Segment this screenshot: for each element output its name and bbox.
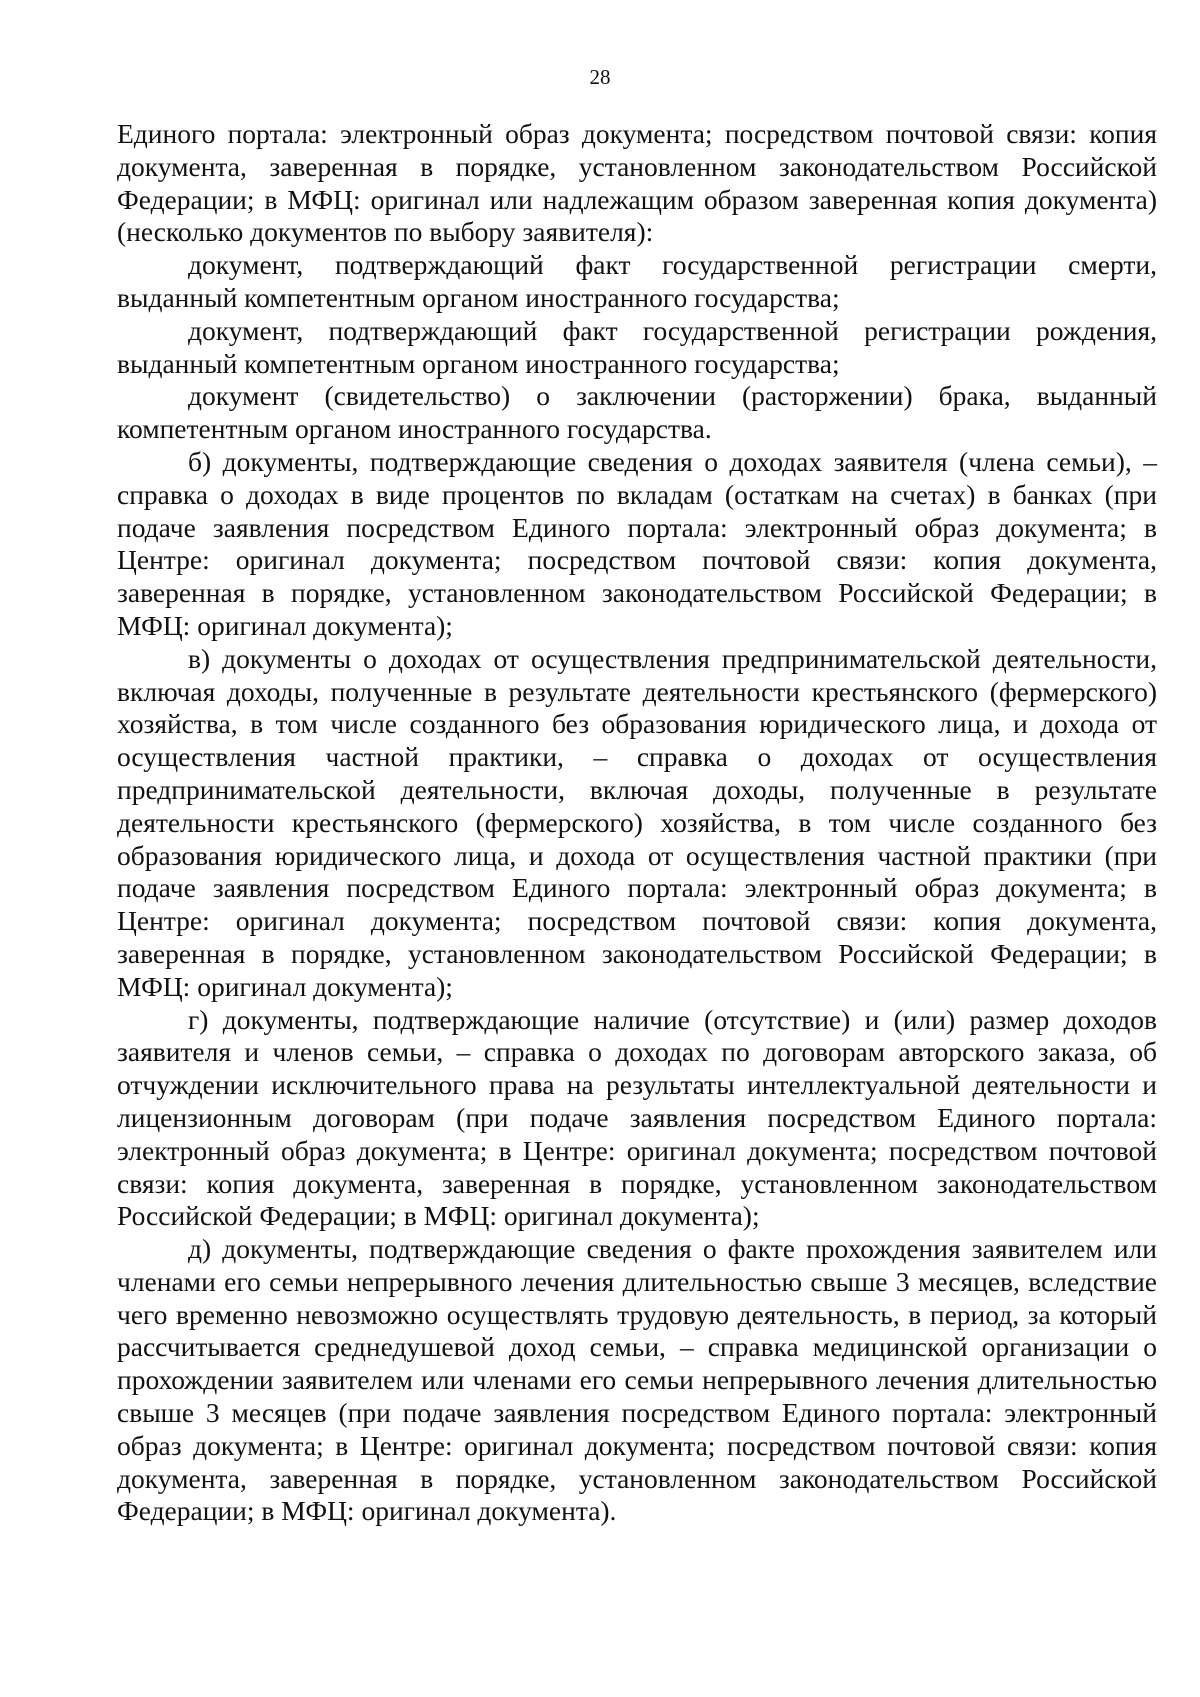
paragraph: б) документы, подтверждающие сведения о доходах заявителя (члена семьи), – справка о доходах в виде процентов по вкладам (остаткам на счетах) в банках (при подаче заявления посредством Единого портала: электронный образ документа; в Центре: оригинал документа; посредством почтовой связи: копия документа, заверенная в порядке, установленном законодательством Российской Федерации; в МФЦ: оригинал документа); [117, 445, 1157, 641]
paragraph: г) документы, подтверждающие наличие (отсутствие) и (или) размер доходов заявителя и членов семьи, – справка о доходах по договорам авторского заказа, об отчуждении исключительного права на результаты интеллектуальной деятельности и лицензионным договорам (при подаче заявления посредством Единого портала: электронный образ документа; в Центре: оригинал документа; посредством почтовой связи: копия документа, заверенная в порядке, установленном законодательством Российской Федерации; в МФЦ: оригинал документа); [117, 1003, 1157, 1232]
paragraph: Единого портала: электронный образ документа; посредством почтовой связи: копия документа, заверенная в порядке, установленном законодательством Российской Федерации; в МФЦ: оригинал или надлежащим образом заверенная копия документа) (несколько документов по выбору заявителя): [117, 118, 1157, 248]
paragraph: в) документы о доходах от осуществления предпринимательской деятельности, включая доходы, полученные в результате деятельности крестьянского (фермерского) хозяйства, в том числе созданного без образования юридического лица, и дохода от осуществления частной практики, – справка о доходах от осуществления предпринимательской деятельности, включая доходы, полученные в результате деятельности крестьянского (фермерского) хозяйства, в том числе созданного без образования юридического лица, и дохода от осуществления частной практики (при подаче заявления посредством Единого портала: электронный образ документа; в Центре: оригинал документа; посредством почтовой связи: копия документа, заверенная в порядке, установленном законодательством Российской Федерации; в МФЦ: оригинал документа); [117, 642, 1157, 1002]
paragraph: документ, подтверждающий факт государственной регистрации рождения, выданный компетентным органом иностранного государства; [117, 314, 1157, 379]
document-body [117, 118, 1157, 1528]
paragraph: документ, подтверждающий факт государственной регистрации смерти, выданный компетентным органом иностранного государства; [117, 249, 1157, 313]
paragraph: документ (свидетельство) о заключении (расторжении) брака, выданный компетентным органом иностранного государства. [117, 380, 1157, 445]
paragraph: д) документы, подтверждающие сведения о факте прохождения заявителем или членами его семьи непрерывного лечения длительностью свыше 3 месяцев, вследствие чего временно невозможно осуществлять трудовую деятельность, в период, за который рассчитывается среднедушевой доход семьи, – справка медицинской организации о прохождении заявителем или членами его семьи непрерывного лечения длительностью свыше 3 месяцев (при подаче заявления посредством Единого портала: электронный образ документа; в Центре: оригинал документа; посредством почтовой связи: копия документа, заверенная в порядке, установленном законодательством Российской Федерации; в МФЦ: оригинал документа). [117, 1233, 1157, 1527]
page-number: 28 [589, 65, 611, 89]
